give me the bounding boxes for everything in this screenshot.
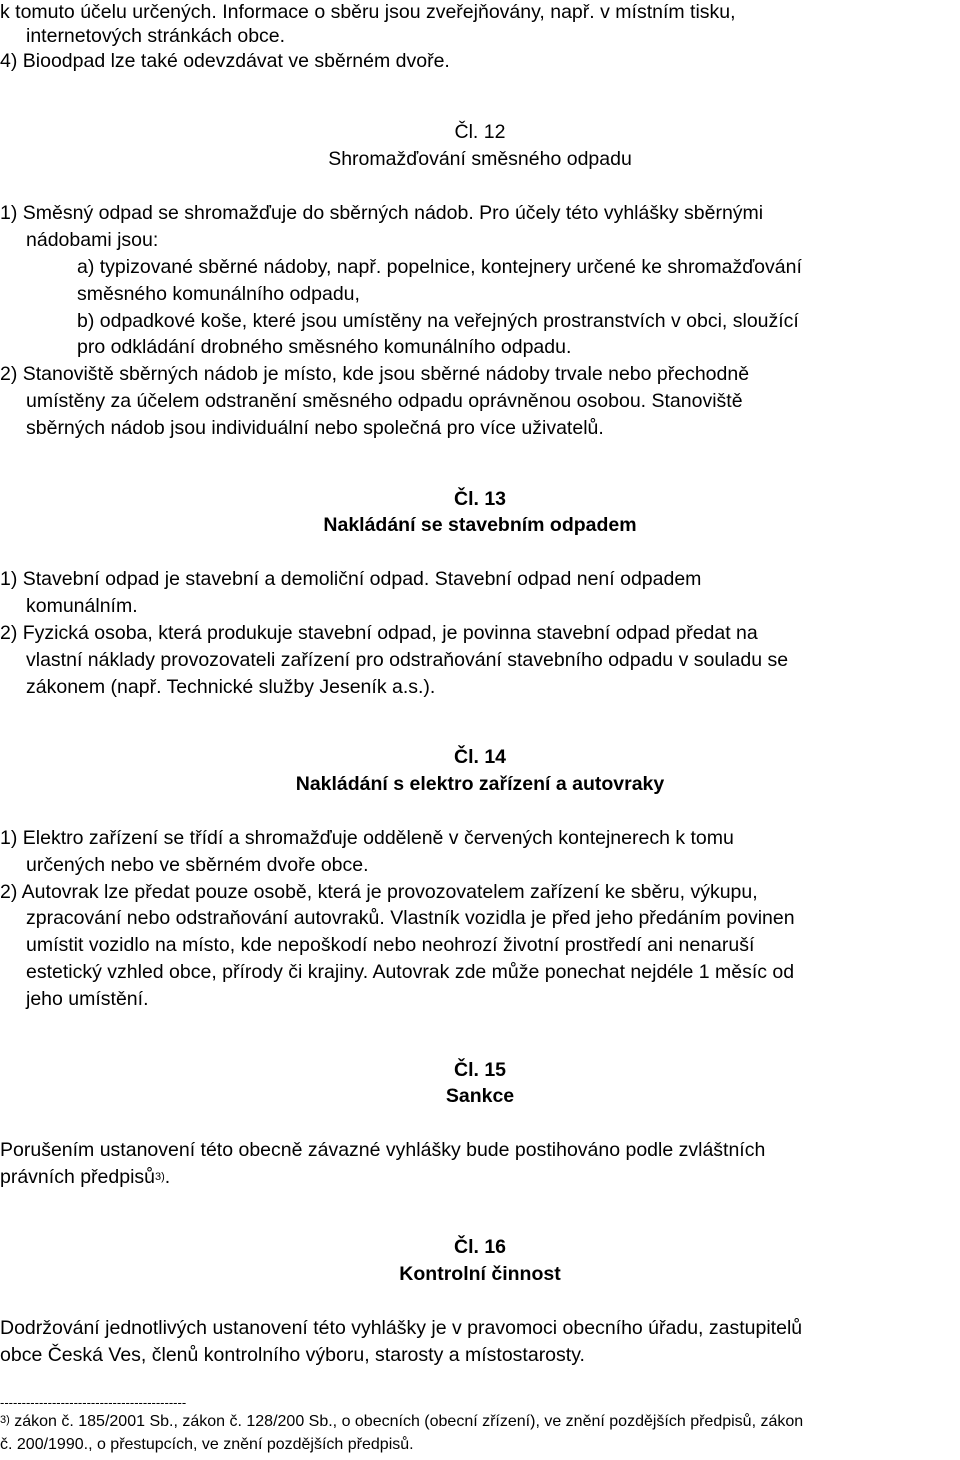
art14-p2-line5: jeho umístění. (26, 988, 149, 1010)
art15-p-line2-text: právních předpisů (0, 1166, 156, 1188)
art16-p-line1: Dodržování jednotlivých ustanovení této vyhlášky je v pravomoci obecního úřadu, zastupitelů (0, 1317, 803, 1339)
art16-number: Čl. 16 (453, 1236, 507, 1258)
footnote-line1 (0, 1411, 803, 1433)
art14-p2-line4: estetický vzhled obce, přírody či krajiny. Autovrak zde může ponechat nejdéle 1 měsíc od (26, 961, 795, 983)
art15-number: Čl. 15 (453, 1059, 507, 1081)
art12-p2-line1: 2) Stanoviště sběrných nádob je místo, kde jsou sběrné nádoby trvale nebo přechodně (0, 363, 750, 385)
art13-p1-line1: 1) Stavební odpad je stavební a demoliční odpad. Stavební odpad není odpadem (0, 568, 702, 590)
art12-number: Čl. 12 (454, 121, 506, 143)
art12-item-a-line1: a) typizované sběrné nádoby, např. popelnice, kontejnery určené ke shromažďování (77, 256, 802, 278)
art14-p1-line1: 1) Elektro zařízení se třídí a shromažďuje odděleně v červených kontejnerech k tomu (0, 827, 734, 849)
art12-p2-line3: sběrných nádob jsou individuální nebo společná pro více uživatelů. (26, 417, 604, 439)
footnote-separator: ------------------------------------------- (0, 1395, 187, 1410)
intro-line-2: internetových stránkách obce. (26, 25, 286, 47)
footnote-ref-3: 3) (155, 1171, 165, 1183)
art13-number: Čl. 13 (453, 488, 507, 510)
art13-p2-line1: 2) Fyzická osoba, která produkuje stavební odpad, je povinna stavební odpad předat na (0, 622, 758, 644)
art12-title: Shromažďování směsného odpadu (328, 148, 632, 170)
art14-title: Nakládání s elektro zařízení a autovraky (295, 773, 665, 795)
art15-title: Sankce (445, 1085, 515, 1107)
art12-p1-line2: nádobami jsou: (26, 229, 159, 251)
art13-p2-line2: vlastní náklady provozovateli zařízení pro odstraňování stavebního odpadu v souladu se (26, 649, 789, 671)
intro-line-1: k tomuto účelu určených. Informace o sběru jsou zveřejňovány, např. v místním tisku, (0, 1, 736, 23)
art12-item-b-line1: b) odpadkové koše, které jsou umístěny na veřejných prostranstvích v obci, sloužící (77, 310, 799, 332)
art14-number: Čl. 14 (453, 746, 507, 768)
art14-p2-line2: zpracování nebo odstraňování autovraků. Vlastník vozidla je před jeho předáním povinen (26, 907, 795, 929)
art14-p2-line3: umístit vozidlo na místo, kde nepoškodí nebo neohrozí životní prostředí ani nenaruší (26, 934, 755, 956)
footnote-mark: 3) (0, 1414, 10, 1426)
art13-p2-line3: zákonem (např. Technické služby Jeseník a.s.). (26, 676, 436, 698)
art16-title: Kontrolní činnost (399, 1263, 561, 1285)
art14-p1-line2: určených nebo ve sběrném dvoře obce. (26, 854, 369, 876)
art12-p2-line2: umístěny za účelem odstranění směsného odpadu oprávněnou osobou. Stanoviště (26, 390, 743, 412)
intro-line-3: 4) Bioodpad lze také odevzdávat ve sběrném dvoře. (0, 50, 450, 72)
art15-p-line2-end: . (164, 1166, 171, 1188)
art12-item-a-line2: směsného komunálního odpadu, (77, 283, 360, 305)
art15-p-line1: Porušením ustanovení této obecně závazné vyhlášky bude postihováno podle zvláštních (0, 1139, 766, 1161)
art15-p-line2 (0, 1164, 170, 1191)
art13-title: Nakládání se stavebním odpadem (323, 514, 637, 536)
art13-p1-line2: komunálním. (26, 595, 138, 617)
art14-p2-line1: 2) Autovrak lze předat pouze osobě, která je provozovatelem zařízení ke sběru, výkupu, (0, 881, 758, 903)
art12-item-b-line2: pro odkládání drobného směsného komunálního odpadu. (77, 336, 572, 358)
footnote-line2: č. 200/1990., o přestupcích, ve znění pozdějších předpisů. (0, 1436, 414, 1453)
art12-p1-line1: 1) Směsný odpad se shromažďuje do sběrných nádob. Pro účely této vyhlášky sběrnými (0, 202, 764, 224)
footnote-line1-text: zákon č. 185/2001 Sb., zákon č. 128/200 Sb., o obecních (obecní zřízení), ve znění pozdějších předpisů, zákon (9, 1413, 804, 1430)
art16-p-line2: obce Česká Ves, členů kontrolního výboru, starosty a místostarosty. (0, 1344, 585, 1366)
